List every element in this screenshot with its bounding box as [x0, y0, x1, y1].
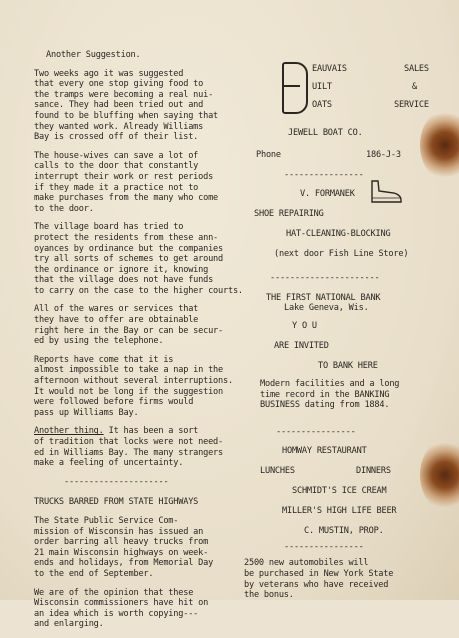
restaurant-ad	[244, 446, 449, 542]
phone-label: Phone	[256, 150, 281, 160]
boat-ad	[244, 58, 449, 160]
bank-tobank: TO BANK HERE	[318, 361, 378, 372]
shoe-line-2: HAT-CLEANING-BLOCKING	[286, 228, 391, 239]
boat-line-3b: SERVICE	[394, 100, 429, 110]
boat-line-2a: UILT	[312, 82, 332, 92]
shoe-ad	[244, 187, 449, 273]
boat-line-2b: &	[412, 82, 417, 92]
separator: ----------------------	[270, 272, 380, 283]
article-paragraph: The village board has tried to protect the residents from these ann- oyances by ordinance but the companies try all sorts of schemes to get around the ordinance or ignore it, knowing that the village does not have funds to carry on the case to the higher courts.	[34, 222, 243, 296]
bank-place: Lake Geneva, Wis.	[284, 303, 369, 314]
boat-line-1b: SALES	[404, 64, 429, 74]
article-paragraph: All of the wares or services that they have to offer are obtainable right here in the Bay or can be secur- ed by using the telephone.	[34, 304, 224, 347]
separator: ----------------	[284, 170, 364, 180]
bank-you: Y O U	[292, 321, 317, 332]
boat-company: JEWELL BOAT CO.	[288, 128, 363, 138]
restaurant-lunches: LUNCHES	[260, 465, 295, 476]
boat-line-1a: EAUVAIS	[312, 64, 347, 74]
shoe-line-3: (next door Fish Line Store)	[274, 248, 409, 259]
bank-invited: ARE INVITED	[274, 341, 329, 352]
article-paragraph: We are of the opinion that these Wisconsin commissioners have hit on an idea which is worth copying--- and enlarging.	[34, 587, 209, 630]
article-title: Another Suggestion.	[46, 50, 141, 60]
left-column	[34, 50, 270, 638]
restaurant-cream: SCHMIDT'S ICE CREAM	[292, 485, 387, 496]
boot-icon	[368, 179, 404, 205]
big-letter-b-icon	[282, 62, 308, 114]
article-paragraph: The house-wives can save a lot of calls to the door that constantly interrupt their work or rest periods if they made it a practice not to make purchases from the many who come to the door.	[34, 150, 219, 214]
phone-number: 186-J-3	[366, 150, 401, 160]
bank-body: Modern facilities and a long time record in the BANKING BUSINESS dating from 1884.	[260, 379, 400, 411]
article-paragraph: Two weeks ago it was suggested that every one stop giving food to the tramps were becoming a real nui- sance. They had been tried out and found to be bluffing when saying that they wanted work. Already Williams Bay is crossed off of their list.	[34, 68, 219, 143]
article-paragraph: The State Public Service Com- mission of Wisconsin has issued an order barring all heavy trucks from 21 main Wisconsin highways on week- ends and holidays, from Memorial Day to the end of September.	[34, 515, 214, 579]
article-paragraph	[34, 426, 270, 468]
separator: ---------------------	[64, 476, 169, 487]
article-lead: Another thing.	[34, 426, 104, 437]
separator: ----------------	[276, 427, 356, 438]
shoe-owner: V. FORMANEK	[300, 188, 355, 199]
restaurant-prop: C. MUSTIN, PROP.	[304, 525, 384, 536]
article-paragraph: Reports have come that it is almost impossible to take a nap in the afternoon without several interruptions. It would not be long if the suggestion were followed before firms would pass up Williams Bay.	[34, 354, 233, 418]
bank-name: THE FIRST NATIONAL BANK	[266, 293, 381, 304]
article-heading: TRUCKS BARRED FROM STATE HIGHWAYS	[34, 497, 199, 508]
bank-ad	[244, 293, 449, 411]
autos-notice: 2500 new automobiles will be purchased in New York State by veterans who have received the bonus.	[244, 558, 394, 601]
right-column	[244, 58, 449, 601]
boat-line-3a: OATS	[312, 100, 332, 110]
restaurant-dinners: DINNERS	[356, 465, 391, 476]
restaurant-beer: MILLER'S HIGH LIFE BEER	[282, 505, 397, 516]
article-text: It has been a sort of tradition that locks were not need- ed in Williams Bay. The many strangers make a feeling of uncertainty.	[34, 426, 224, 469]
restaurant-name: HOMWAY RESTAURANT	[282, 445, 367, 456]
separator: ----------------	[284, 541, 364, 552]
shoe-line-1: SHOE REPAIRING	[254, 208, 324, 219]
